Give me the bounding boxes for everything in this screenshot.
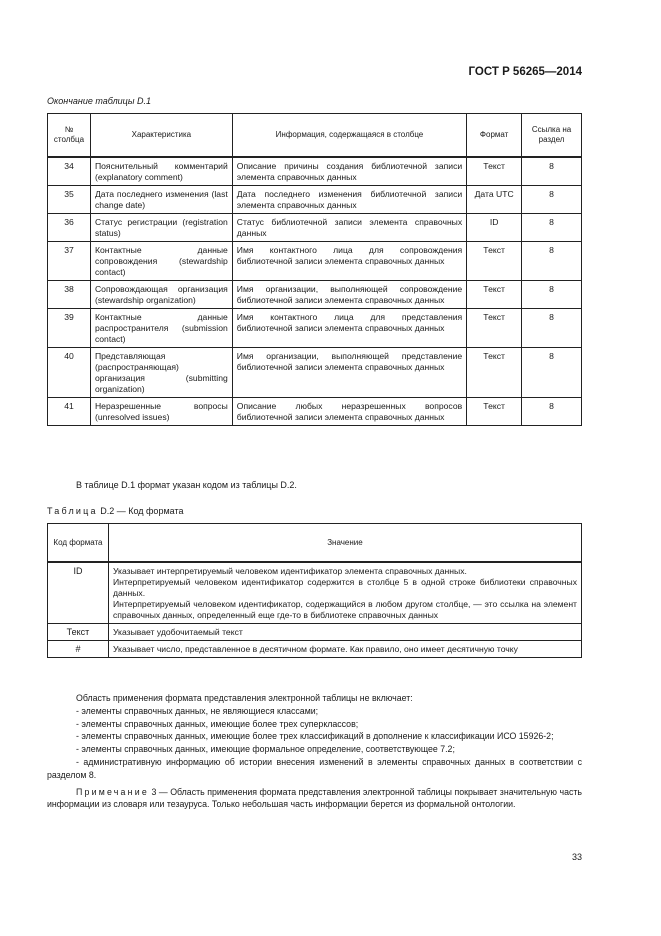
cell-section-ref: 8 [522,348,582,398]
cell-characteristic: Сопровождающая организация (stewardship organization) [90,281,232,309]
table-row [48,281,582,309]
meaning-line: Интерпретируемый человеком идентификатор содержится в столбце 5 в одной строке библиотеки справочных данных. [112,577,577,598]
table-row [48,157,582,186]
cell-format: Текст [467,348,522,398]
cell-format: Дата UTC [467,186,522,214]
cell-number: 38 [48,281,91,309]
table-row [48,309,582,348]
col-header-characteristic: Характеристика [90,114,232,158]
cell-format: Текст [467,281,522,309]
cell-number: 39 [48,309,91,348]
cell-section-ref: 8 [522,157,582,186]
table-row [48,398,582,426]
cell-number: 40 [48,348,91,398]
cell-section-ref: 8 [522,398,582,426]
table-row [48,186,582,214]
cell-section-ref: 8 [522,281,582,309]
note-text: 3 — Область применения формата представления электронной таблицы покрывает значительную часть информации из словаря или тезауруса. Только небольшая часть информации берется из формальной онтологии. [47,786,582,810]
table-d2 [47,523,582,658]
cell-section-ref: 8 [522,186,582,214]
cell-characteristic: Статус регистрации (registration status) [90,214,232,242]
cell-number: 41 [48,398,91,426]
col-header-format: Формат [467,114,522,158]
cell-section-ref: 8 [522,214,582,242]
cell-section-ref: 8 [522,242,582,281]
table-row [48,214,582,242]
table2-caption [47,506,183,516]
meaning-line: Интерпретируемый человеком идентификатор, содержащийся в любом другом столбце, — это ссылка на элемент справочных данных, определенный еще где-то в библиотеке справочных данных [112,599,577,620]
table1-note: В таблице D.1 формат указан кодом из таблицы D.2. [76,480,297,490]
cell-characteristic: Пояснительный комментарий (explanatory comment) [90,157,232,186]
note-label: Примечание [76,786,149,797]
table-row [48,348,582,398]
body-text [47,692,582,811]
col-header-number: № столбца [48,114,91,158]
cell-information: Имя организации, выполняющей представление библиотечной записи элемента справочных данных [232,348,466,398]
cell-information: Описание причины создания библиотечной записи элемента справочных данных [232,157,466,186]
cell-format-code: ID [48,562,109,624]
cell-information: Имя контактного лица для сопровождения библиотечной записи элемента справочных данных [232,242,466,281]
col-header-information: Информация, содержащаяся в столбце [232,114,466,158]
cell-number: 37 [48,242,91,281]
table-d1 [47,113,582,426]
table2-caption-word: Таблица [47,506,98,516]
table2-caption-title: D.2 — Код формата [100,506,184,516]
exclusion-list [47,705,582,782]
meaning-line: Указывает интерпретируемый человеком идентификатор элемента справочных данных. [112,566,467,576]
cell-characteristic: Дата последнего изменения (last change date) [90,186,232,214]
cell-information: Дата последнего изменения библиотечной записи элемента справочных данных [232,186,466,214]
list-item: - административную информацию об истории внесения изменений в элементы справочных данных в соответствии с разделом 8. [47,756,582,780]
cell-characteristic: Контактные данные сопровождения (stewardship contact) [90,242,232,281]
cell-format: ID [467,214,522,242]
cell-information: Статус библиотечной записи элемента справочных данных [232,214,466,242]
cell-format-code: Текст [48,624,109,641]
document-standard-id: ГОСТ Р 56265—2014 [468,66,582,78]
cell-format: Текст [467,398,522,426]
col-header-format-code: Код формата [48,524,109,563]
cell-information: Имя контактного лица для представления библиотечной записи элемента справочных данных [232,309,466,348]
cell-format-code: # [48,641,109,658]
col-header-section-ref: Ссылка на раздел [522,114,582,158]
cell-meaning [108,641,581,658]
cell-format: Текст [467,309,522,348]
cell-characteristic: Представляющая (распространяющая) организация (submitting organization) [90,348,232,398]
list-item: - элементы справочных данных, не являющиеся классами; [76,705,319,716]
table-row [48,242,582,281]
table-row [48,641,582,658]
cell-format: Текст [467,157,522,186]
cell-characteristic: Контактные данные распространителя (submission contact) [90,309,232,348]
note-3 [47,786,582,812]
cell-information: Описание любых неразрешенных вопросов библиотечной записи элемента справочных данных [232,398,466,426]
cell-number: 36 [48,214,91,242]
cell-information: Имя организации, выполняющей сопровождение библиотечной записи элемента справочных данных [232,281,466,309]
cell-number: 34 [48,157,91,186]
meaning-line: Указывает число, представленное в десятичном формате. Как правило, оно имеет десятичную точку [112,644,518,654]
page-number: 33 [571,852,582,862]
cell-meaning [108,624,581,641]
meaning-line: Указывает удобочитаемый текст [112,627,243,637]
table-row [48,562,582,624]
cell-section-ref: 8 [522,309,582,348]
list-item: - элементы справочных данных, имеющие формальное определение, соответствующее 7.2; [76,744,455,755]
cell-meaning [108,562,581,624]
table-row [48,624,582,641]
table1-caption: Окончание таблицы D.1 [47,96,151,106]
col-header-meaning: Значение [108,524,581,563]
body-intro: Область применения формата представления электронной таблицы не включает: [76,693,413,703]
list-item: - элементы справочных данных, имеющие более трех суперклассов; [76,718,359,729]
cell-format: Текст [467,242,522,281]
cell-number: 35 [48,186,91,214]
cell-characteristic: Неразрешенные вопросы (unresolved issues) [90,398,232,426]
list-item: - элементы справочных данных, имеющие более трех классификаций в дополнение к классификации ИСО 15926-2; [76,731,554,742]
